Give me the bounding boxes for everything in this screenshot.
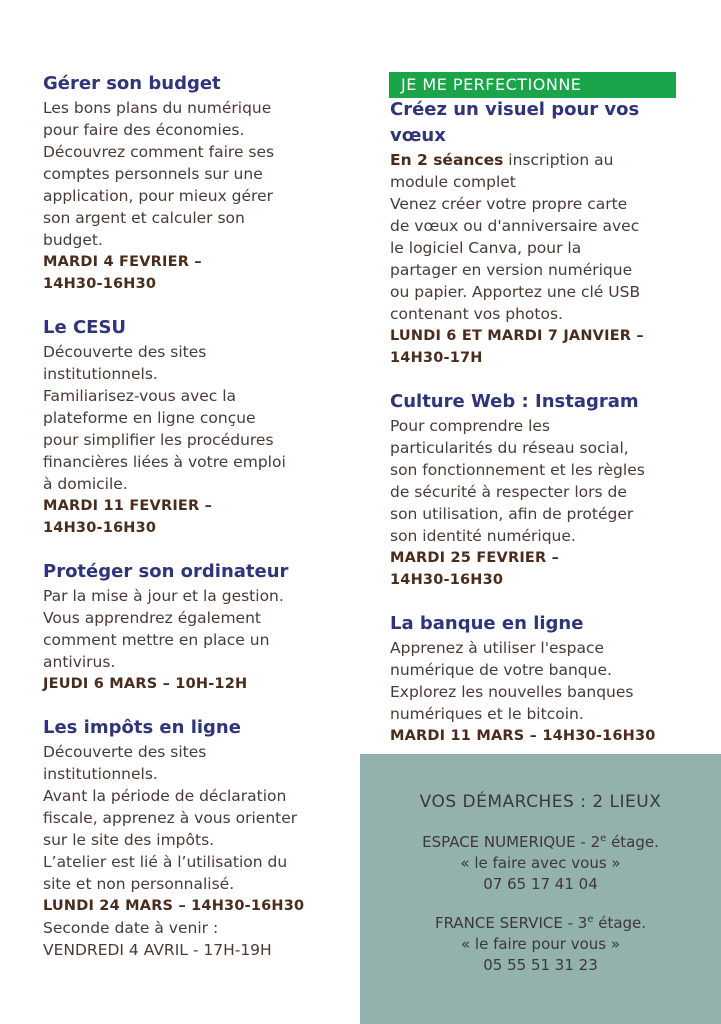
workshop-description-line: Découverte des sites	[43, 743, 207, 761]
workshop-description-line: plateforme en ligne conçue	[43, 409, 256, 427]
workshop-title: Créez un visuel pour vos	[390, 99, 640, 120]
right-column	[390, 97, 690, 767]
workshop-description-line: son argent et calculer son	[43, 209, 245, 227]
workshop-title: Le CESU	[43, 317, 127, 338]
workshop-section	[43, 71, 343, 295]
workshop-description-line: à domicile.	[43, 475, 128, 493]
workshop-description-line: son utilisation, afin de protéger	[390, 505, 634, 523]
workshop-description-line: Découvrez comment faire ses	[43, 143, 275, 161]
workshop-description-line: de vœux ou d'anniversaire avec	[390, 217, 640, 235]
workshop-description-line: Explorez les nouvelles banques	[390, 683, 634, 701]
workshop-description-line: Apprenez à utiliser l'espace	[390, 639, 605, 657]
workshop-description-line: antivirus.	[43, 653, 116, 671]
workshop-description-line: Avant la période de déclaration	[43, 787, 287, 805]
workshop-description-line: partager en version numérique	[390, 261, 633, 279]
workshop-description-line: ou papier. Apportez une clé USB	[390, 283, 641, 301]
workshop-description-line: Découverte des sites	[43, 343, 207, 361]
left-column	[43, 71, 343, 981]
place1-name: ESPACE NUMERIQUE - 2e étage.	[422, 833, 659, 851]
workshop-section	[43, 559, 343, 695]
place1-tagline: « le faire avec vous »	[460, 854, 621, 872]
workshop-description-line: de sécurité à respecter lors de	[390, 483, 627, 501]
workshop-intro-line2: module complet	[390, 173, 516, 191]
workshop-title: Les impôts en ligne	[43, 717, 241, 738]
workshop-description-line: Venez créer votre propre carte	[390, 195, 628, 213]
workshop-description-line: numérique de votre banque.	[390, 661, 612, 679]
workshop-title: Gérer son budget	[43, 73, 221, 94]
place2-name: FRANCE SERVICE - 3e étage.	[434, 914, 647, 932]
workshop-date: MARDI 4 FEVRIER –	[43, 254, 202, 270]
workshop-date: 14H30-17H	[390, 350, 483, 366]
info-box	[360, 754, 721, 1024]
workshop-description-line: L’atelier est lié à l’utilisation du	[43, 853, 288, 871]
workshop-title: La banque en ligne	[390, 613, 584, 634]
workshop-date: MARDI 25 FEVRIER –	[390, 550, 560, 566]
info-heading: VOS DÉMARCHES : 2 LIEUX	[419, 792, 662, 812]
workshop-description-line: application, pour mieux gérer	[43, 187, 273, 205]
workshop-title: Culture Web : Instagram	[390, 391, 639, 412]
workshop-description-line: budget.	[43, 231, 103, 249]
workshop-description-line: site et non personnalisé.	[43, 875, 235, 893]
workshop-description-line: comptes personnels sur une	[43, 165, 263, 183]
workshop-description-line: particularités du réseau social,	[390, 439, 629, 457]
section-badge: JE ME PERFECTIONNE	[389, 72, 676, 98]
workshop-section	[43, 715, 343, 961]
workshop-title: vœux	[390, 125, 446, 146]
workshop-description-line: institutionnels.	[43, 365, 158, 383]
workshop-description-line: Les bons plans du numérique	[43, 99, 272, 117]
workshop-date: JEUDI 6 MARS – 10H-12H	[43, 676, 248, 692]
workshop-description-line: numériques et le bitcoin.	[390, 705, 584, 723]
workshop-section	[390, 389, 690, 591]
workshop-date: 14H30-16H30	[390, 572, 504, 588]
workshop-description-line: Par la mise à jour et la gestion.	[43, 587, 284, 605]
workshop-description-line: pour simplifier les procédures	[43, 431, 274, 449]
workshop-section	[43, 315, 343, 539]
workshop-description-line: comment mettre en place un	[43, 631, 270, 649]
place1-phone[interactable]: 07 65 17 41 04	[483, 875, 598, 893]
intro-bold: En 2 séances	[390, 151, 504, 169]
workshop-date: LUNDI 24 MARS – 14H30-16H30	[43, 898, 305, 914]
place2-tagline: « le faire pour vous »	[460, 935, 621, 953]
workshop-title: Protéger son ordinateur	[43, 561, 289, 582]
workshop-date: MARDI 11 FEVRIER –	[43, 498, 213, 514]
workshop-description-line: Vous apprendrez également	[43, 609, 261, 627]
workshop-date: LUNDI 6 ET MARDI 7 JANVIER –	[390, 328, 644, 344]
workshop-description-line: le logiciel Canva, pour la	[390, 239, 582, 257]
workshop-description-line: pour faire des économies.	[43, 121, 245, 139]
workshop-extra-line: Seconde date à venir :	[43, 919, 219, 937]
workshop-description-line: son identité numérique.	[390, 527, 576, 545]
workshop-section	[390, 611, 690, 747]
workshop-intro	[390, 149, 690, 171]
workshop-description-line: son fonctionnement et les règles	[390, 461, 645, 479]
workshop-description-line: sur le site des impôts.	[43, 831, 215, 849]
workshop-description-line: institutionnels.	[43, 765, 158, 783]
place2-phone[interactable]: 05 55 51 31 23	[483, 956, 598, 974]
workshop-description-line: contenant vos photos.	[390, 305, 563, 323]
workshop-date: MARDI 11 MARS – 14H30-16H30	[390, 728, 656, 744]
intro-rest: inscription au	[503, 151, 614, 169]
workshop-description-line: financières liées à votre emploi	[43, 453, 286, 471]
workshop-description-line: Familiarisez-vous avec la	[43, 387, 237, 405]
workshop-date: 14H30-16H30	[43, 276, 157, 292]
workshop-description-line: fiscale, apprenez à vous orienter	[43, 809, 298, 827]
workshop-date: 14H30-16H30	[43, 520, 157, 536]
workshop-extra-line: VENDREDI 4 AVRIL - 17H-19H	[43, 941, 272, 959]
workshop-description-line: Pour comprendre les	[390, 417, 550, 435]
workshop-section	[390, 97, 690, 369]
